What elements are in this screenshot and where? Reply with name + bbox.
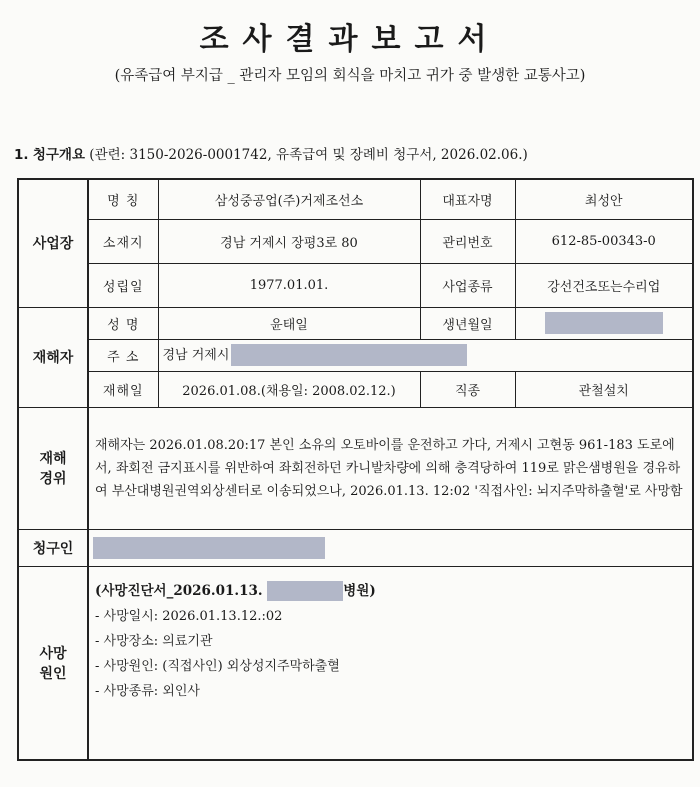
redaction-block <box>231 344 467 366</box>
business-type-value: 강선건조또는수리업 <box>515 263 693 307</box>
redaction-block <box>267 581 343 601</box>
business-name-value: 삼성중공업(주)거제조선소 <box>158 179 420 219</box>
death-item: - 사망장소: 의료기관 <box>95 633 213 649</box>
victim-address-value <box>158 339 693 371</box>
incident-header-line1: 재해 <box>39 451 67 467</box>
death-header-line2: 원인 <box>39 665 67 682</box>
section-reference: (관련: 3150-2026-0001742, 유족급여 및 장례비 청구서, 2026.02.06.) <box>89 147 528 163</box>
business-est-label: 성립일 <box>88 263 158 307</box>
victim-row-name <box>18 307 693 339</box>
business-row-est <box>18 263 693 307</box>
business-mgmt-value: 612-85-00343-0 <box>515 219 693 263</box>
incident-description: 재해자는 2026.01.08.20:17 본인 소유의 오토바이를 운전하고 가다, 거제시 고현동 961-183 도로에서, 좌회전 금지표시를 위반하여 좌회전하던 카니발차량에 의해 충격당하여 119로 맑은샘병원을 경유하여 부산대병원권역외상센터로 이송되었으나, 2026.01.13. 12:02 '직접사인: 뇌지주막하출혈'로 사망함 <box>88 407 693 529</box>
redaction-block <box>93 537 325 559</box>
document-subtitle: (유족급여 부지급 _ 관리자 모임의 회식을 마치고 귀가 중 발생한 교통사고) <box>114 68 586 84</box>
death-details <box>88 566 693 760</box>
death-cert-suffix: 병원) <box>343 582 376 599</box>
victim-address-text: 경남 거제시 <box>162 347 230 363</box>
incident-header-line2: 경위 <box>39 471 67 487</box>
summary-table <box>17 178 694 761</box>
death-item: - 사망일시: 2026.01.13.12.:02 <box>95 608 283 624</box>
business-name-label: 명 칭 <box>88 179 158 219</box>
victim-date-value: 2026.01.08.(채용일: 2008.02.12.) <box>158 371 420 407</box>
victim-job-label: 직종 <box>420 371 515 407</box>
victim-date-label: 재해일 <box>88 371 158 407</box>
claimant-row <box>18 529 693 566</box>
business-address-value: 경남 거제시 장평3로 80 <box>158 219 420 263</box>
business-row-address <box>18 219 693 263</box>
death-item: - 사망종류: 외인사 <box>95 683 200 699</box>
victim-name-label: 성 명 <box>88 307 158 339</box>
redaction-block <box>545 312 663 334</box>
victim-row-address <box>18 339 693 371</box>
section-number: 1. <box>14 147 29 163</box>
death-row <box>18 566 693 760</box>
business-type-label: 사업종류 <box>420 263 515 307</box>
incident-header <box>18 407 88 529</box>
death-cert-prefix: (사망진단서_2026.01.13. <box>95 582 263 599</box>
document-title: 조사결과보고서 <box>199 22 501 57</box>
victim-name-value: 윤태일 <box>158 307 420 339</box>
victim-job-value: 관철설치 <box>515 371 693 407</box>
death-header-line1: 사망 <box>39 645 67 662</box>
victim-birth-label: 생년월일 <box>420 307 515 339</box>
victim-row-date <box>18 371 693 407</box>
business-header: 사업장 <box>18 179 88 307</box>
section-heading <box>14 143 528 163</box>
death-item: - 사망원인: (직접사인) 외상성지주막하출혈 <box>95 658 340 674</box>
business-row-name <box>18 179 693 219</box>
business-est-value: 1977.01.01. <box>158 263 420 307</box>
victim-header: 재해자 <box>18 307 88 407</box>
incident-row <box>18 407 693 529</box>
business-address-label: 소재지 <box>88 219 158 263</box>
section-title: 청구개요 <box>32 147 85 163</box>
victim-birth-value <box>515 307 693 339</box>
business-ceo-value: 최성안 <box>515 179 693 219</box>
business-mgmt-label: 관리번호 <box>420 219 515 263</box>
victim-address-label: 주 소 <box>88 339 158 371</box>
business-ceo-label: 대표자명 <box>420 179 515 219</box>
claimant-header: 청구인 <box>18 529 88 566</box>
claimant-value <box>88 529 693 566</box>
death-certificate-line <box>95 579 686 604</box>
death-header <box>18 566 88 760</box>
